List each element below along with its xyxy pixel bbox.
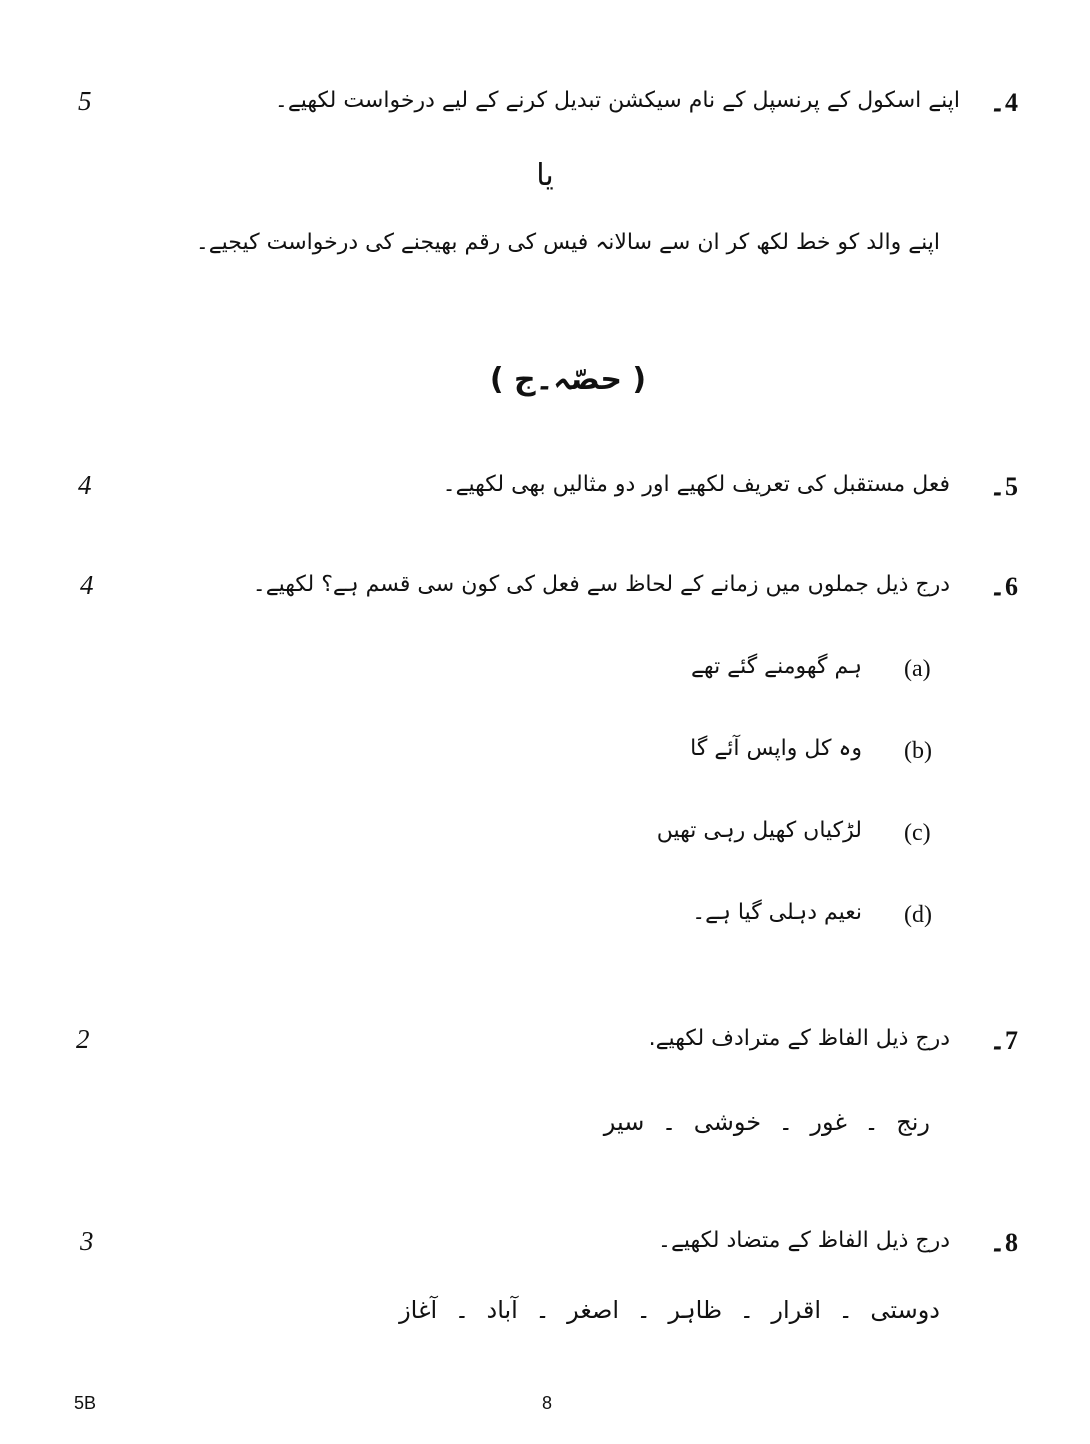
question-5-marks: 4 bbox=[78, 470, 92, 500]
question-7-number: 7۔ bbox=[989, 1026, 1018, 1055]
part-c-label: (c) bbox=[904, 820, 931, 846]
part-a-text: ہم گھومنے گئے تھے bbox=[691, 654, 862, 679]
question-4-marks: 5 bbox=[78, 86, 92, 116]
question-6-number: 6۔ bbox=[989, 572, 1018, 601]
part-b-text: وہ کل واپس آئے گا bbox=[690, 736, 862, 761]
question-4-number: 4۔ bbox=[989, 88, 1018, 117]
question-5-number: 5۔ bbox=[989, 472, 1018, 501]
question-8-words: دوستی ۔ اقرار ۔ ظاہر ۔ اصغر ۔ آباد ۔ آغاز bbox=[399, 1296, 940, 1324]
part-b-label: (b) bbox=[904, 738, 932, 764]
question-6-text: درج ذیل جملوں میں زمانے کے لحاظ سے فعل کی کون سی قسم ہے؟ لکھیے۔ bbox=[252, 572, 950, 597]
question-7-marks: 2 bbox=[76, 1024, 90, 1054]
question-8-number: 8۔ bbox=[989, 1228, 1018, 1257]
question-8-marks: 3 bbox=[80, 1226, 94, 1256]
question-7-text: درج ذیل الفاظ کے مترادف لکھیے. bbox=[648, 1026, 950, 1051]
question-6-marks: 4 bbox=[80, 570, 94, 600]
question-4-text: اپنے اسکول کے پرنسپل کے نام سیکشن تبدیل کرنے کے لیے درخواست لکھیے۔ bbox=[274, 88, 960, 113]
or-label: یا bbox=[536, 158, 554, 193]
question-7-words: رنج ۔ غور ۔ خوشی ۔ سیر bbox=[603, 1108, 930, 1136]
page-number: 8 bbox=[542, 1393, 553, 1413]
part-c-text: لڑکیاں کھیل رہی تھیں bbox=[656, 818, 862, 843]
footer-code: 5B bbox=[74, 1393, 97, 1413]
part-d-text: نعیم دہلی گیا ہے۔ bbox=[692, 900, 862, 925]
part-d-label: (d) bbox=[904, 902, 932, 928]
question-5-text: فعل مستقبل کی تعریف لکھیے اور دو مثالیں بھی لکھیے۔ bbox=[442, 472, 950, 497]
part-a-label: (a) bbox=[904, 656, 931, 682]
section-heading: ( حصّہ۔ج ) bbox=[489, 362, 647, 397]
question-4-alt-text: اپنے والد کو خط لکھ کر ان سے سالانہ فیس کی رقم بھیجنے کی درخواست کیجیے۔ bbox=[195, 230, 940, 255]
question-8-text: درج ذیل الفاظ کے متضاد لکھیے۔ bbox=[658, 1228, 950, 1253]
